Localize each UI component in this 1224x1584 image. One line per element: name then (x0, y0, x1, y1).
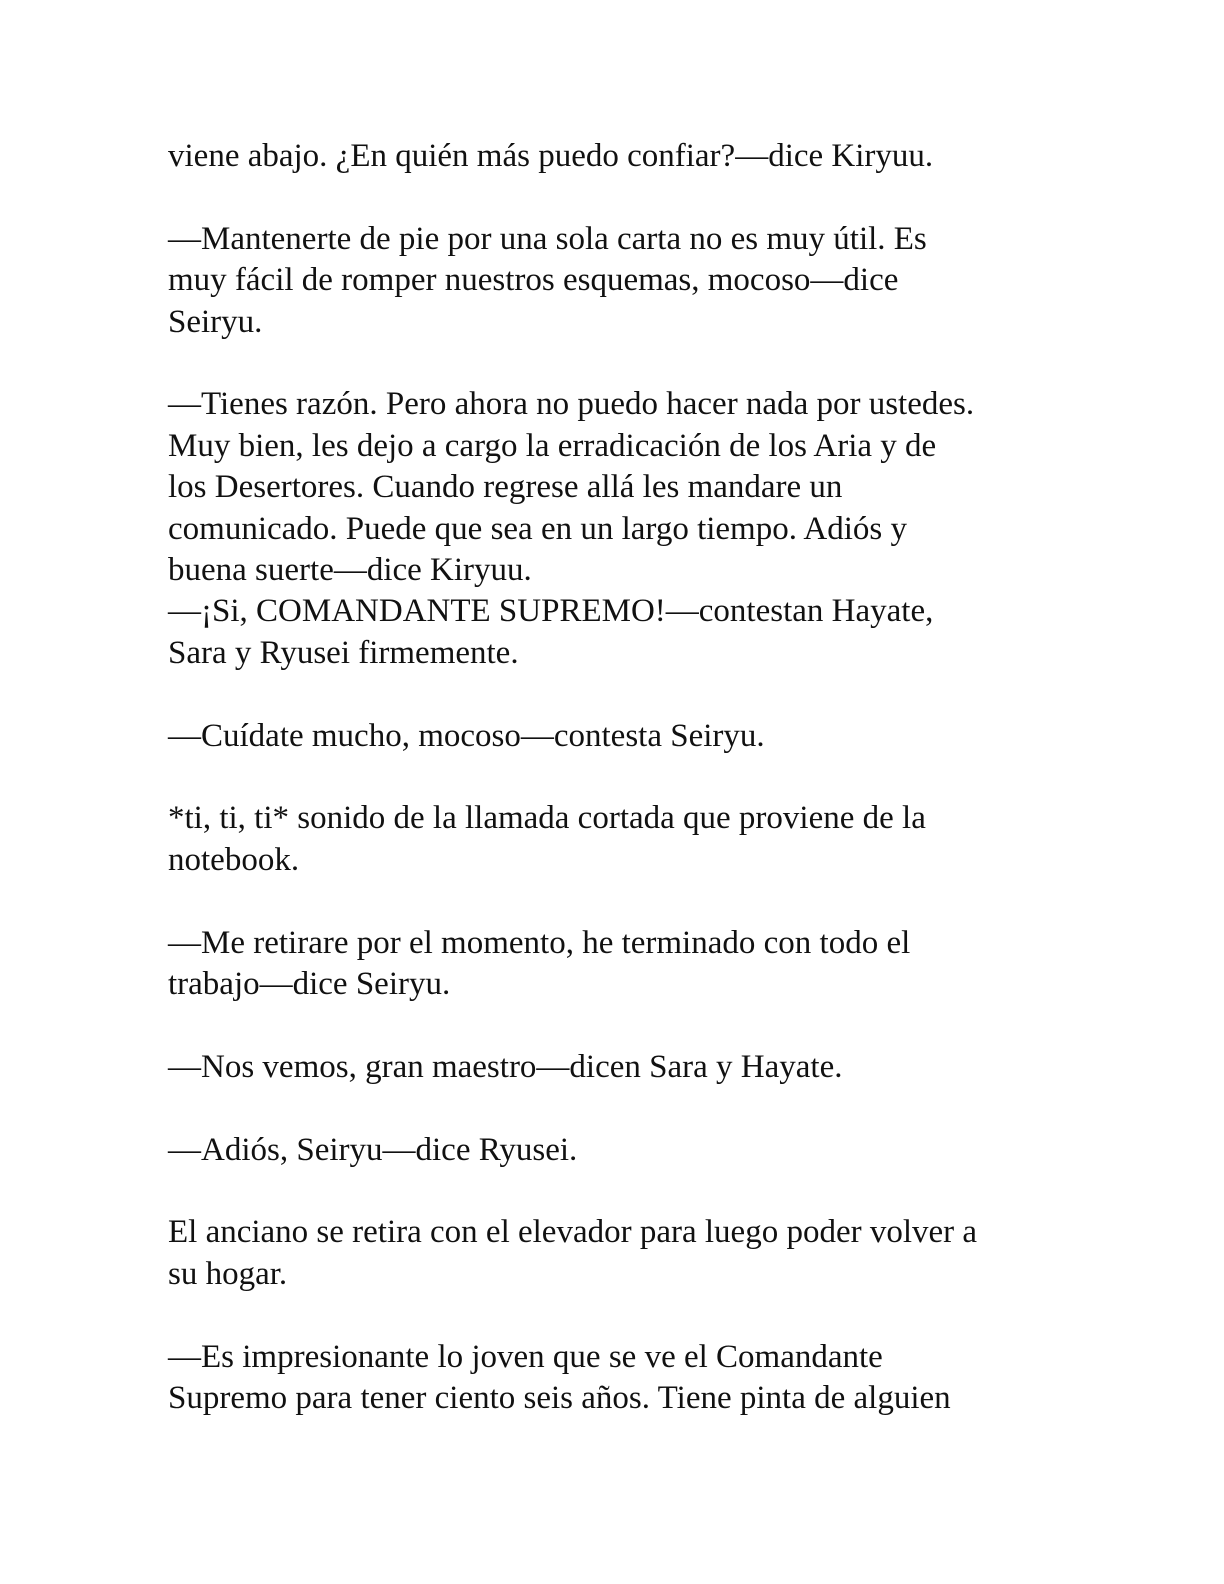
paragraph-8 (168, 1047, 1068, 1088)
paragraph-1 (168, 136, 1068, 177)
text-line: —Adiós, Seiryu—dice Ryusei. (168, 1131, 578, 1168)
paragraph-7 (168, 923, 1068, 1006)
text-line: —Cuídate mucho, mocoso—contesta Seiryu. (168, 717, 765, 754)
paragraph-10 (168, 1212, 1068, 1295)
text-line: —Es impresionante lo joven que se ve el Comandante (168, 1338, 883, 1375)
text-line: los Desertores. Cuando regrese allá les mandare un (168, 469, 843, 506)
text-line: buena suerte—dice Kiryuu. (168, 552, 532, 589)
text-line: —Me retirare por el momento, he terminado con todo el (168, 924, 911, 961)
text-line: El anciano se retira con el elevador para luego poder volver a (168, 1214, 978, 1251)
text-line: —¡Si, COMANDANTE SUPREMO!—contestan Hayate, (168, 593, 934, 630)
paragraph-2 (168, 219, 1068, 343)
text-line: —Tienes razón. Pero ahora no puedo hacer nada por ustedes. (168, 386, 975, 423)
text-line: muy fácil de romper nuestros esquemas, mocoso—dice (168, 262, 899, 299)
text-line: notebook. (168, 841, 300, 878)
text-line: comunicado. Puede que sea en un largo tiempo. Adiós y (168, 510, 907, 547)
text-line: —Nos vemos, gran maestro—dicen Sara y Hayate. (168, 1048, 843, 1085)
text-line: Supremo para tener ciento seis años. Tiene pinta de alguien (168, 1380, 951, 1417)
text-line: viene abajo. ¿En quién más puedo confiar?—dice Kiryuu. (168, 138, 934, 174)
text-line: Sara y Ryusei firmemente. (168, 634, 519, 671)
paragraph-3 (168, 384, 1068, 591)
paragraph-5 (168, 716, 1068, 757)
text-line: Seiryu. (168, 303, 263, 340)
body-text (168, 136, 1068, 1419)
paragraph-6 (168, 798, 1068, 881)
text-line: *ti, ti, ti* sonido de la llamada cortada que proviene de la (168, 800, 926, 837)
paragraph-4 (168, 591, 1068, 674)
paragraph-9 (168, 1130, 1068, 1171)
text-line: su hogar. (168, 1255, 288, 1292)
paragraph-11 (168, 1337, 1068, 1420)
text-line: Muy bien, les dejo a cargo la erradicación de los Aria y de (168, 427, 937, 464)
text-line: trabajo—dice Seiryu. (168, 966, 451, 1003)
text-line: —Mantenerte de pie por una sola carta no es muy útil. Es (168, 220, 927, 257)
